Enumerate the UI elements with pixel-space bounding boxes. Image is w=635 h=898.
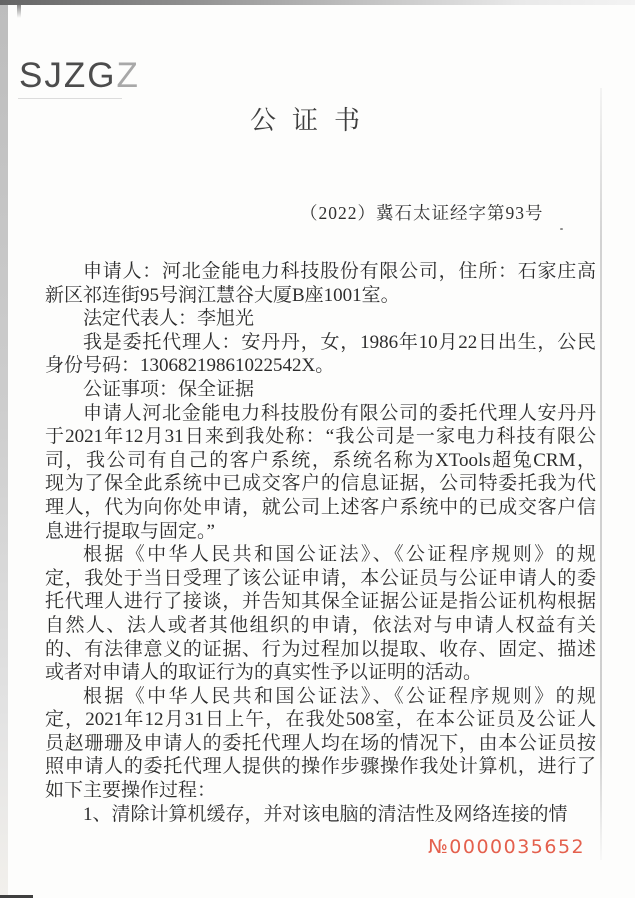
paragraph bbox=[45, 685, 596, 803]
body-line: 托代理人进行了接谈，并告知其保全证据公证是指公证机构根据 bbox=[45, 591, 596, 613]
body-line: 公证事项：保全证据 bbox=[83, 378, 255, 400]
notary-office-code-dark: SJZG bbox=[19, 56, 117, 95]
paragraph bbox=[45, 307, 596, 331]
scan-speck bbox=[560, 228, 563, 230]
paragraph bbox=[45, 803, 596, 827]
body-line: 根据《中华人民共和国公证法》、《公证程序规则》的规 bbox=[83, 544, 596, 566]
body-line: 法定代表人：李旭光 bbox=[83, 308, 255, 330]
paragraph bbox=[45, 378, 596, 402]
serial-number-stamp: №0000035652 bbox=[428, 836, 586, 858]
body-line: 司，我公司有自己的客户系统，系统名称为XTools超兔CRM， bbox=[45, 449, 596, 471]
document-title: 公证书 bbox=[249, 106, 376, 135]
body-line: 定，我处于当日受理了该公证申请，本公证员与公证申请人的委 bbox=[45, 567, 596, 589]
paragraph bbox=[45, 402, 596, 544]
body-line: 理人，代为向你处申请，就公司上述客户系统中的已成交客户信 bbox=[45, 496, 596, 518]
body-line: 新区祁连街95号润江慧谷大厦B座1001室。 bbox=[45, 284, 400, 306]
body-line: 根据《中华人民共和国公证法》、《公证程序规则》的规 bbox=[83, 685, 596, 707]
scanner-edge-top bbox=[0, 0, 635, 5]
paper-right-edge-shadow bbox=[600, 88, 602, 860]
body-line: 于2021年12月31日来到我处称：“我公司是一家电力科技有限公 bbox=[45, 426, 596, 448]
scanner-edge-left bbox=[0, 5, 8, 898]
stamp-underline bbox=[18, 98, 122, 99]
body-line: 照申请人的委托代理人提供的操作步骤操作我处计算机，进行了 bbox=[45, 756, 596, 778]
body-line: 申请人：河北金能电力科技股份有限公司，住所：石家庄高 bbox=[83, 261, 596, 282]
body-line: 1、清除计算机缓存，并对该电脑的清洁性及网络连接的情 bbox=[83, 803, 568, 825]
body-line: 我是委托代理人：安丹丹，女，1986年10月22日出生，公民 bbox=[83, 331, 596, 353]
body-line: 定，2021年12月31日上午，在我处508室，在本公证员及公证人 bbox=[45, 709, 596, 731]
body-line: 息进行提取与固定。” bbox=[45, 520, 215, 542]
body-line: 的、有法律意义的证据、行为过程加以提取、收存、固定、描述 bbox=[45, 638, 596, 660]
paragraph bbox=[45, 331, 596, 378]
notary-office-code-light: Z bbox=[116, 56, 140, 95]
body-line: 身份号码：13068219861022542X。 bbox=[45, 355, 335, 377]
case-number: （2022）冀石太证经字第93号 bbox=[300, 203, 544, 223]
body-line: 如下主要操作过程： bbox=[45, 780, 217, 802]
body-line: 或者对申请人的取证行为的真实性予以证明的活动。 bbox=[45, 662, 483, 684]
paragraph bbox=[45, 543, 596, 685]
document-body bbox=[45, 260, 596, 826]
notary-office-code-stamp bbox=[19, 57, 140, 95]
body-line: 现为了保全此系统中已成交客户的信息证据，公司特委托我为代 bbox=[45, 473, 596, 495]
scanner-artifact-nub bbox=[17, 5, 21, 18]
body-line: 申请人河北金能电力科技股份有限公司的委托代理人安丹丹 bbox=[83, 402, 596, 424]
body-line: 员赵珊珊及申请人的委托代理人均在场的情况下，由本公证员按 bbox=[45, 732, 596, 754]
paragraph bbox=[45, 260, 596, 307]
body-line: 自然人、法人或者其他组织的申请，依法对与申请人权益有关 bbox=[45, 614, 596, 636]
